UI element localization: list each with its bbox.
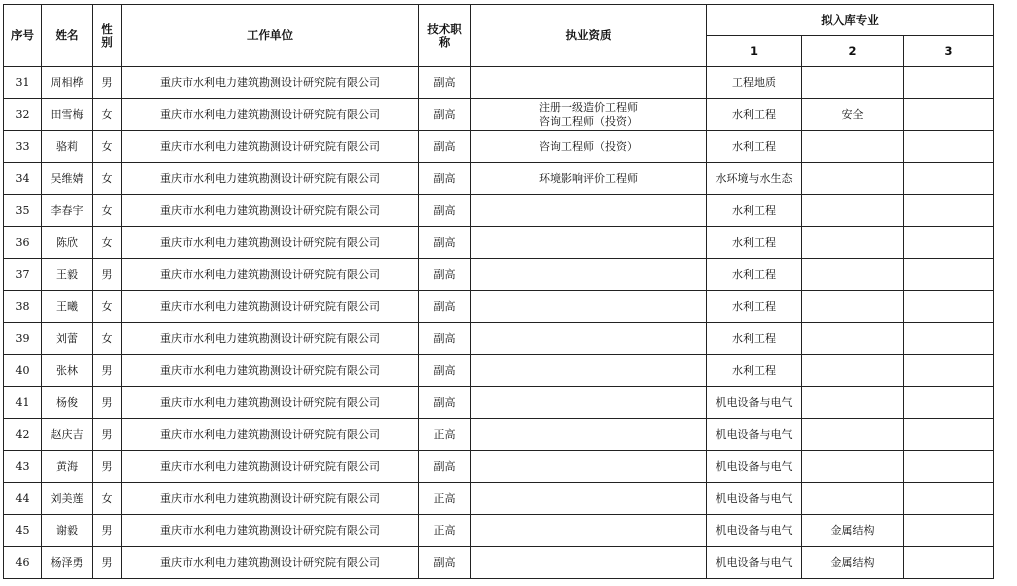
cell-major-3: [904, 99, 994, 131]
cell-gender: 男: [93, 259, 122, 291]
table-row: [4, 451, 994, 483]
cell-no: 44: [4, 483, 42, 515]
cell-major-1: 水利工程: [707, 227, 802, 259]
cell-major-2: [802, 227, 904, 259]
cell-major-1: 机电设备与电气: [707, 483, 802, 515]
header-title: 技术职称: [419, 5, 471, 67]
cell-name: 吴维婧: [42, 163, 93, 195]
cell-gender: 男: [93, 419, 122, 451]
cell-major-1: 机电设备与电气: [707, 515, 802, 547]
cell-no: 36: [4, 227, 42, 259]
cell-title: 副高: [419, 355, 471, 387]
cell-major-2: [802, 387, 904, 419]
cell-major-3: [904, 323, 994, 355]
cell-title: 副高: [419, 291, 471, 323]
cell-no: 31: [4, 67, 42, 99]
header-majors-group: 拟入库专业: [707, 5, 994, 36]
cell-name: 黄海: [42, 451, 93, 483]
cell-qualification: [471, 131, 707, 163]
cell-name: 王毅: [42, 259, 93, 291]
cell-gender: 男: [93, 355, 122, 387]
cell-major-3: [904, 259, 994, 291]
cell-name: 张林: [42, 355, 93, 387]
cell-unit: 重庆市水利电力建筑勘测设计研究院有限公司: [122, 451, 419, 483]
cell-unit: 重庆市水利电力建筑勘测设计研究院有限公司: [122, 99, 419, 131]
cell-unit: 重庆市水利电力建筑勘测设计研究院有限公司: [122, 547, 419, 579]
cell-major-1: 机电设备与电气: [707, 387, 802, 419]
cell-major-1: 水利工程: [707, 291, 802, 323]
cell-major-1: 水利工程: [707, 355, 802, 387]
qualification-line: 注册一级造价工程师: [539, 100, 638, 114]
cell-qualification: [471, 515, 707, 547]
cell-gender: 女: [93, 323, 122, 355]
cell-unit: 重庆市水利电力建筑勘测设计研究院有限公司: [122, 291, 419, 323]
cell-unit: 重庆市水利电力建筑勘测设计研究院有限公司: [122, 323, 419, 355]
cell-major-1: 水利工程: [707, 323, 802, 355]
cell-title: 正高: [419, 483, 471, 515]
cell-unit: 重庆市水利电力建筑勘测设计研究院有限公司: [122, 419, 419, 451]
qualification-line: 环境影响评价工程师: [539, 171, 638, 185]
cell-name: 刘蕾: [42, 323, 93, 355]
cell-major-2: [802, 67, 904, 99]
cell-major-1: 水利工程: [707, 259, 802, 291]
cell-major-1: 水利工程: [707, 195, 802, 227]
cell-gender: 女: [93, 483, 122, 515]
cell-no: 41: [4, 387, 42, 419]
table-row: [4, 547, 994, 579]
cell-unit: 重庆市水利电力建筑勘测设计研究院有限公司: [122, 355, 419, 387]
cell-major-3: [904, 387, 994, 419]
table-row: [4, 323, 994, 355]
cell-major-3: [904, 227, 994, 259]
cell-gender: 女: [93, 163, 122, 195]
cell-no: 34: [4, 163, 42, 195]
cell-major-1: 机电设备与电气: [707, 547, 802, 579]
cell-major-1: 水环境与水生态: [707, 163, 802, 195]
cell-major-2: [802, 451, 904, 483]
table-row: [4, 227, 994, 259]
cell-title: 副高: [419, 195, 471, 227]
cell-name: 王曦: [42, 291, 93, 323]
cell-qualification: [471, 419, 707, 451]
cell-qualification: [471, 195, 707, 227]
cell-qualification: [471, 355, 707, 387]
cell-title: 副高: [419, 451, 471, 483]
cell-major-3: [904, 355, 994, 387]
cell-qualification: [471, 323, 707, 355]
cell-gender: 女: [93, 227, 122, 259]
cell-title: 副高: [419, 227, 471, 259]
cell-unit: 重庆市水利电力建筑勘测设计研究院有限公司: [122, 387, 419, 419]
cell-title: 正高: [419, 419, 471, 451]
cell-name: 杨泽勇: [42, 547, 93, 579]
qualification-line: 咨询工程师（投资）: [539, 114, 638, 128]
table-row: [4, 99, 994, 131]
cell-gender: 女: [93, 291, 122, 323]
cell-gender: 女: [93, 99, 122, 131]
cell-unit: 重庆市水利电力建筑勘测设计研究院有限公司: [122, 515, 419, 547]
cell-major-2: [802, 259, 904, 291]
cell-title: 副高: [419, 323, 471, 355]
cell-unit: 重庆市水利电力建筑勘测设计研究院有限公司: [122, 483, 419, 515]
table-row: [4, 163, 994, 195]
cell-unit: 重庆市水利电力建筑勘测设计研究院有限公司: [122, 227, 419, 259]
cell-major-2: [802, 163, 904, 195]
cell-no: 35: [4, 195, 42, 227]
header-no: 序号: [4, 5, 42, 67]
cell-title: 副高: [419, 259, 471, 291]
cell-major-1: 水利工程: [707, 99, 802, 131]
cell-major-2: [802, 483, 904, 515]
header-unit: 工作单位: [122, 5, 419, 67]
cell-major-3: [904, 547, 994, 579]
cell-major-2: 金属结构: [802, 515, 904, 547]
cell-gender: 男: [93, 547, 122, 579]
header-major-3: 3: [904, 36, 994, 67]
cell-gender: 男: [93, 515, 122, 547]
cell-major-3: [904, 163, 994, 195]
cell-major-3: [904, 419, 994, 451]
cell-gender: 男: [93, 451, 122, 483]
cell-unit: 重庆市水利电力建筑勘测设计研究院有限公司: [122, 195, 419, 227]
cell-no: 46: [4, 547, 42, 579]
cell-no: 37: [4, 259, 42, 291]
table-body: [4, 67, 994, 579]
table-row: [4, 291, 994, 323]
cell-name: 陈欣: [42, 227, 93, 259]
cell-qualification: [471, 291, 707, 323]
table-row: [4, 483, 994, 515]
cell-qualification: [471, 387, 707, 419]
cell-name: 刘美莲: [42, 483, 93, 515]
cell-title: 正高: [419, 515, 471, 547]
header-gender: 性别: [93, 5, 122, 67]
header-qualification: 执业资质: [471, 5, 707, 67]
table-row: [4, 355, 994, 387]
cell-title: 副高: [419, 163, 471, 195]
cell-no: 38: [4, 291, 42, 323]
qualification-line: 咨询工程师（投资）: [539, 139, 638, 153]
cell-title: 副高: [419, 99, 471, 131]
cell-major-2: 安全: [802, 99, 904, 131]
cell-qualification: [471, 483, 707, 515]
cell-major-2: [802, 419, 904, 451]
cell-name: 骆莉: [42, 131, 93, 163]
cell-qualification: [471, 99, 707, 131]
cell-no: 40: [4, 355, 42, 387]
header-major-2: 2: [802, 36, 904, 67]
cell-major-1: 工程地质: [707, 67, 802, 99]
table-row: [4, 419, 994, 451]
cell-no: 42: [4, 419, 42, 451]
cell-qualification: [471, 451, 707, 483]
cell-qualification: [471, 547, 707, 579]
cell-title: 副高: [419, 67, 471, 99]
cell-unit: 重庆市水利电力建筑勘测设计研究院有限公司: [122, 259, 419, 291]
cell-major-3: [904, 291, 994, 323]
cell-qualification: [471, 259, 707, 291]
table-row: [4, 131, 994, 163]
table-row: [4, 515, 994, 547]
cell-name: 赵庆吉: [42, 419, 93, 451]
cell-title: 副高: [419, 131, 471, 163]
cell-qualification: [471, 67, 707, 99]
cell-no: 32: [4, 99, 42, 131]
cell-major-2: [802, 291, 904, 323]
cell-name: 田雪梅: [42, 99, 93, 131]
cell-gender: 女: [93, 131, 122, 163]
cell-major-2: [802, 355, 904, 387]
cell-unit: 重庆市水利电力建筑勘测设计研究院有限公司: [122, 131, 419, 163]
cell-title: 副高: [419, 547, 471, 579]
cell-no: 43: [4, 451, 42, 483]
header-major-1: 1: [707, 36, 802, 67]
cell-name: 周相桦: [42, 67, 93, 99]
cell-qualification: [471, 227, 707, 259]
cell-major-3: [904, 195, 994, 227]
cell-major-1: 机电设备与电气: [707, 451, 802, 483]
cell-major-2: [802, 131, 904, 163]
cell-major-3: [904, 483, 994, 515]
table-row: [4, 259, 994, 291]
cell-gender: 女: [93, 195, 122, 227]
cell-major-1: 机电设备与电气: [707, 419, 802, 451]
header-name: 姓名: [42, 5, 93, 67]
cell-gender: 男: [93, 67, 122, 99]
cell-unit: 重庆市水利电力建筑勘测设计研究院有限公司: [122, 163, 419, 195]
cell-major-2: 金属结构: [802, 547, 904, 579]
cell-major-3: [904, 67, 994, 99]
cell-name: 杨俊: [42, 387, 93, 419]
table-header: [4, 5, 994, 67]
cell-gender: 男: [93, 387, 122, 419]
cell-no: 39: [4, 323, 42, 355]
cell-name: 李春宇: [42, 195, 93, 227]
cell-major-3: [904, 451, 994, 483]
expert-roster-table: [3, 4, 994, 579]
cell-major-3: [904, 515, 994, 547]
table-row: [4, 195, 994, 227]
cell-major-2: [802, 195, 904, 227]
cell-no: 33: [4, 131, 42, 163]
cell-title: 副高: [419, 387, 471, 419]
cell-major-2: [802, 323, 904, 355]
cell-major-3: [904, 131, 994, 163]
cell-major-1: 水利工程: [707, 131, 802, 163]
cell-no: 45: [4, 515, 42, 547]
cell-unit: 重庆市水利电力建筑勘测设计研究院有限公司: [122, 67, 419, 99]
cell-qualification: [471, 163, 707, 195]
table-row: [4, 67, 994, 99]
table-row: [4, 387, 994, 419]
cell-name: 谢毅: [42, 515, 93, 547]
